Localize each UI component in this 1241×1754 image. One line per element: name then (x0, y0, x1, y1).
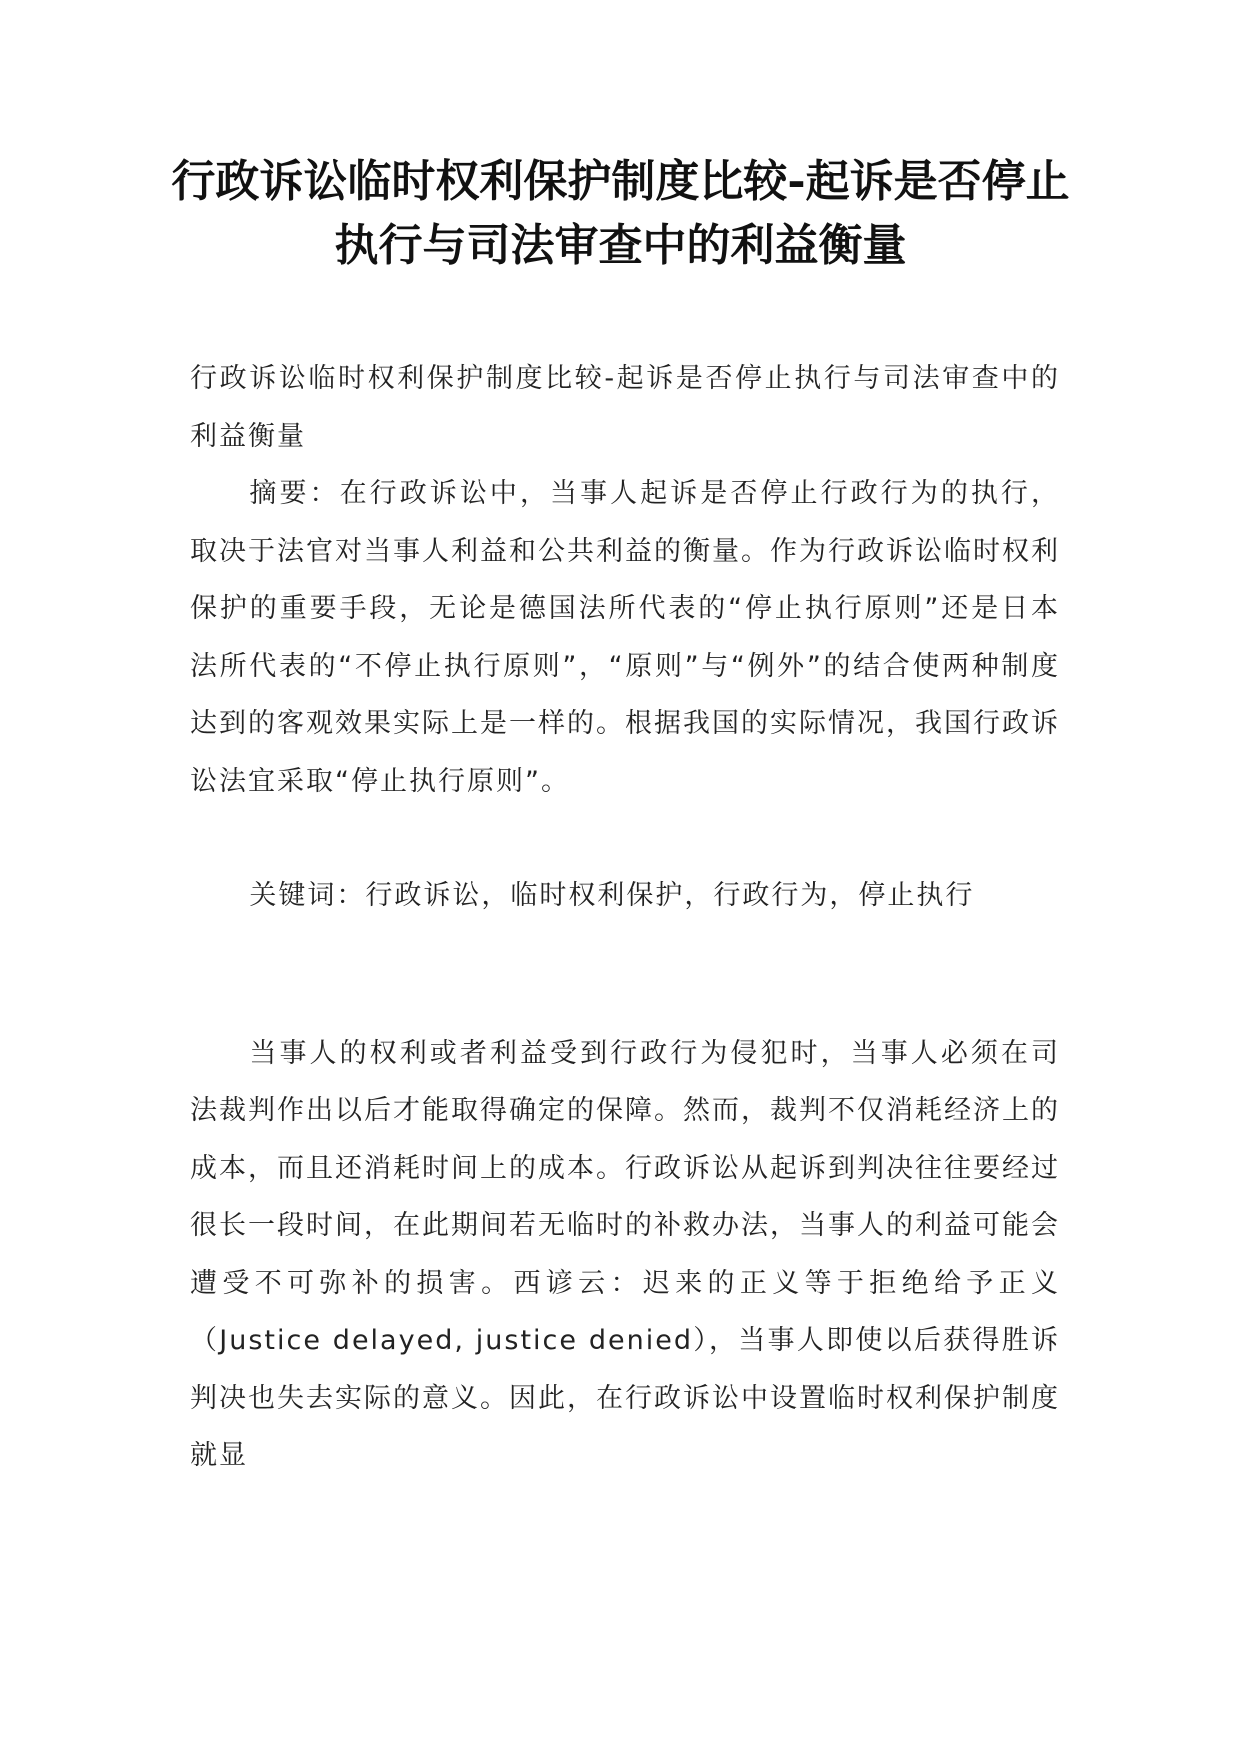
body-paragraph: 当事人的权利或者利益受到行政行为侵犯时，当事人必须在司法裁判作出以后才能取得确定的保障。然而，裁判不仅消耗经济上的成本，而且还消耗时间上的成本。行政诉讼从起诉到判决往往要经过很长一段时间，在此期间若无临时的补救办法，当事人的利益可能会遭受不可弥补的损害。西谚云：迟来的正义等于拒绝给予正义（Justice delayed, justice denied），当事人即使以后获得胜诉判决也失去实际的意义。因此，在行政诉讼中设置临时权利保护制度就显 (190, 1037, 1060, 1471)
document-title: 行政诉讼临时权利保护制度比较-起诉是否停止执行与司法审查中的利益衡量 (171, 156, 1070, 271)
document-body (190, 350, 1060, 1485)
abstract-paragraph: 摘要：在行政诉讼中，当事人起诉是否停止行政行为的执行，取决于法官对当事人利益和公共利益的衡量。作为行政诉讼临时权利保护的重要手段，无论是德国法所代表的“停止执行原则”还是日本法所代表的“不停止执行原则”，“原则”与“例外”的结合使两种制度达到的客观效果实际上是一样的。根据我国的实际情况，我国行政诉讼法宜采取“停止执行原则”。 (190, 478, 1060, 797)
document-subtitle: 行政诉讼临时权利保护制度比较-起诉是否停止执行与司法审查中的利益衡量 (190, 363, 1060, 452)
keywords-paragraph: 关键词：行政诉讼，临时权利保护，行政行为，停止执行 (249, 880, 975, 911)
